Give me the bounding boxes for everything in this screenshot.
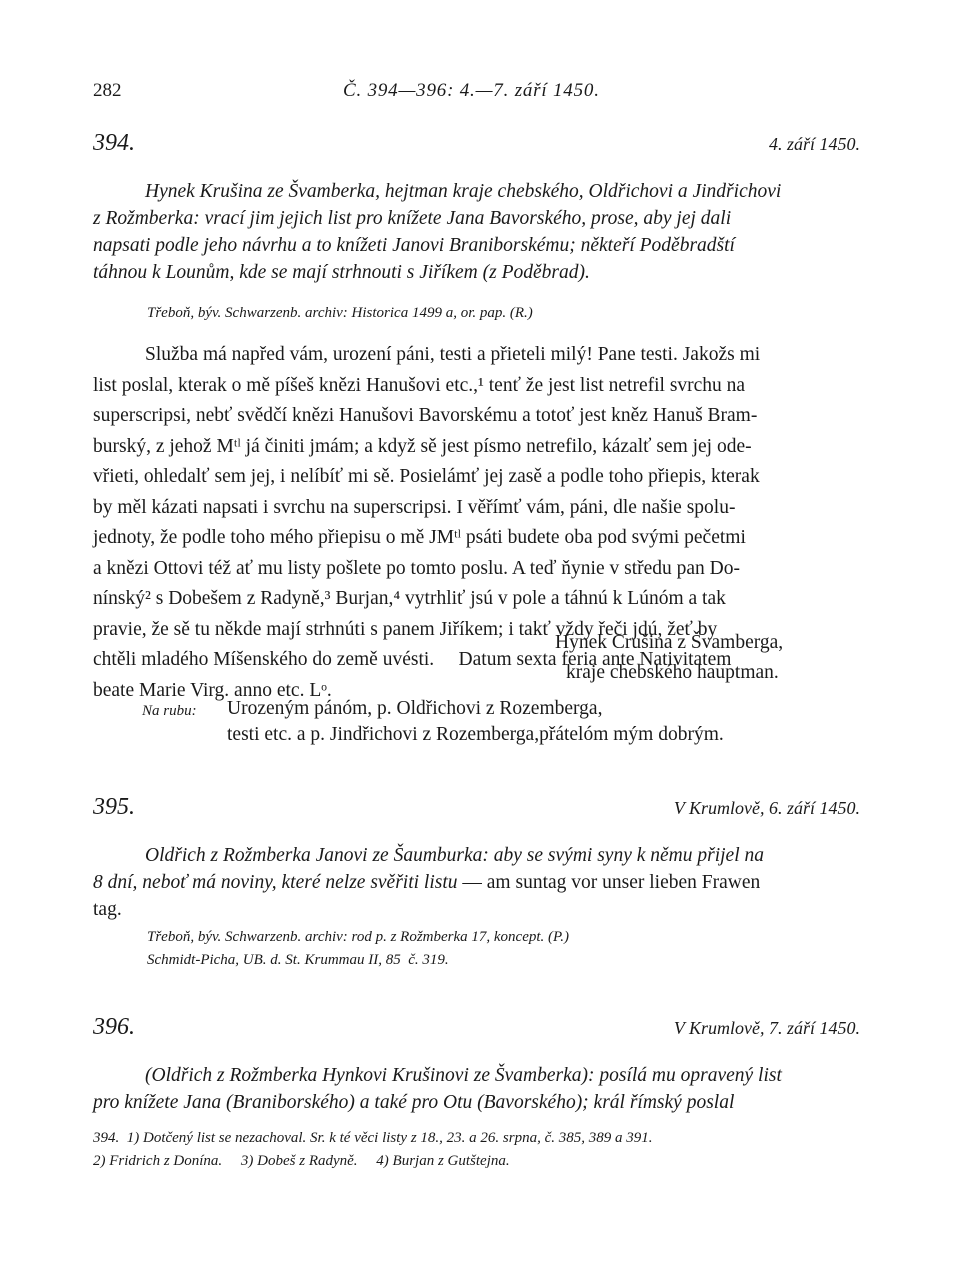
text-line: beate Marie Virg. anno etc. Lᵒ. [93, 679, 332, 701]
regest-line: (Oldřich z Rožmberka Hynkovi Krušinovi ze Švamberka): posílá mu opravený list [145, 1065, 782, 1086]
text-line: vřieti, ohledalť sem jej, i nelíbíť mi sě. Posielámť jej zasě a podle toho přiepis, kterak [93, 466, 760, 487]
regest-line [93, 869, 865, 896]
page-number: 282 [93, 80, 122, 101]
document-number-394: 394. [93, 130, 135, 156]
document-date-396: V Krumlově, 7. září 1450. [673, 1018, 860, 1038]
text-line: chtěli mladého Míšenského do země uvésti. Datum sexta feria ante Nativitatem [93, 649, 732, 670]
regest-line: z Rožmberka: vrací jim jejich list pro knížete Jana Bavorského, prose, aby jej dali [93, 208, 732, 229]
document-number-395: 395. [93, 794, 135, 820]
regest-395 [93, 842, 865, 923]
text-line: Služba má napřed vám, urození páni, testi a přieteli milý! Pane testi. Jakožs mi [145, 344, 761, 365]
regest-394 [93, 178, 865, 286]
regest-line: Oldřich z Rožmberka Janovi ze Šaumburka: aby se svými syny k němu přijel na [145, 845, 764, 866]
source-note-394: Třeboň, býv. Schwarzenb. archiv: Historica 1499 a, or. pap. (R.) [147, 305, 533, 321]
source-note-395: Třeboň, býv. Schwarzenb. archiv: rod p. z Rožmberka 17, koncept. (P.) [147, 929, 570, 945]
text-line: by měl kázati napsati i svrchu na superscripsi. I věřímť vám, páni, dle našie spolu- [93, 496, 736, 518]
regest-line: táhnou k Lounům, kde se mají strhnouti s Jiříkem (z Poděbrad). [93, 262, 590, 283]
source-note-395: Schmidt-Picha, UB. d. St. Krummau II, 85 č. 319. [147, 952, 449, 968]
regest-line: napsati podle jeho návrhu a to knížeti Janovi Braniborskému; někteří Poděbradští [93, 235, 735, 256]
text-line: jednoty, že podle toho mého přiepisu o mě JMᵗˡ psáti budete oba pod svými pečetmi [93, 527, 746, 548]
verso-line: testi etc. a p. Jindřichovi z Rozemberga,přátelóm mým dobrým. [227, 724, 724, 745]
running-title: Č. 394—396: 4.—7. září 1450. [343, 80, 600, 101]
document-number-396: 396. [93, 1014, 135, 1040]
text-line: burský, z jehož Mᵗˡ já činiti jmám; a když sě jest písmo netrefilo, kázalť sem jej ode- [93, 435, 752, 457]
text-line: nínský² s Dobešem z Radyně,³ Burjan,⁴ vytrhliť jsú v pole a táhnú k Lúnóm a tak [93, 588, 726, 609]
regest-line: Hynek Krušina ze Švamberka, hejtman kraje chebského, Oldřichovi a Jindřichovi [145, 181, 782, 202]
regest-line: tag. [93, 899, 122, 920]
footnote-line: 2) Fridrich z Donína. 3) Dobeš z Radyně. 4) Burjan z Gutštejna. [93, 1153, 510, 1169]
signature-line: Hynek Crušina z Švamberga, [555, 632, 784, 653]
document-date-395: V Krumlově, 6. září 1450. [673, 798, 860, 818]
footnote-line: 394. 1) Dotčený list se nezachoval. Sr. k té věci listy z 18., 23. a 26. srpna, č. 385, 389 a 391. [93, 1130, 653, 1146]
regest-roman-part: — am suntag vor unser lieben Frawen [457, 872, 761, 893]
regest-396 [93, 1062, 865, 1116]
signature-line: kraje chebského hauptman. [566, 662, 779, 683]
verso-label: Na rubu: [142, 703, 197, 719]
regest-line: pro knížete Jana (Braniborského) a také pro Otu (Bavorského); král římský poslal [93, 1092, 735, 1113]
text-line: list poslal, kterak o mě píšeš knězi Hanušovi etc.,¹ tenť že jest list netrefil svrchu na [93, 374, 746, 396]
text-line: superscripsi, nebť svědčí knězi Hanušovi Bavorskému a totoť jest kněz Hanuš Bram- [93, 405, 758, 426]
text-line: pravie, že sě tu někde mají strhnúti s panem Jiříkem; i takť vždy řeči jdú, žeť by [93, 618, 718, 640]
regest-italic-part: 8 dní, neboť má noviny, které nelze svěřiti listu [93, 872, 458, 893]
document-date-394: 4. září 1450. [768, 134, 860, 154]
verso-line: Urozeným pánóm, p. Oldřichovi z Rozemberga, [227, 698, 603, 719]
text-line: a knězi Ottovi též ať mu listy pošlete po tomto poslu. A teď ňynie v středu pan Do- [93, 557, 741, 579]
